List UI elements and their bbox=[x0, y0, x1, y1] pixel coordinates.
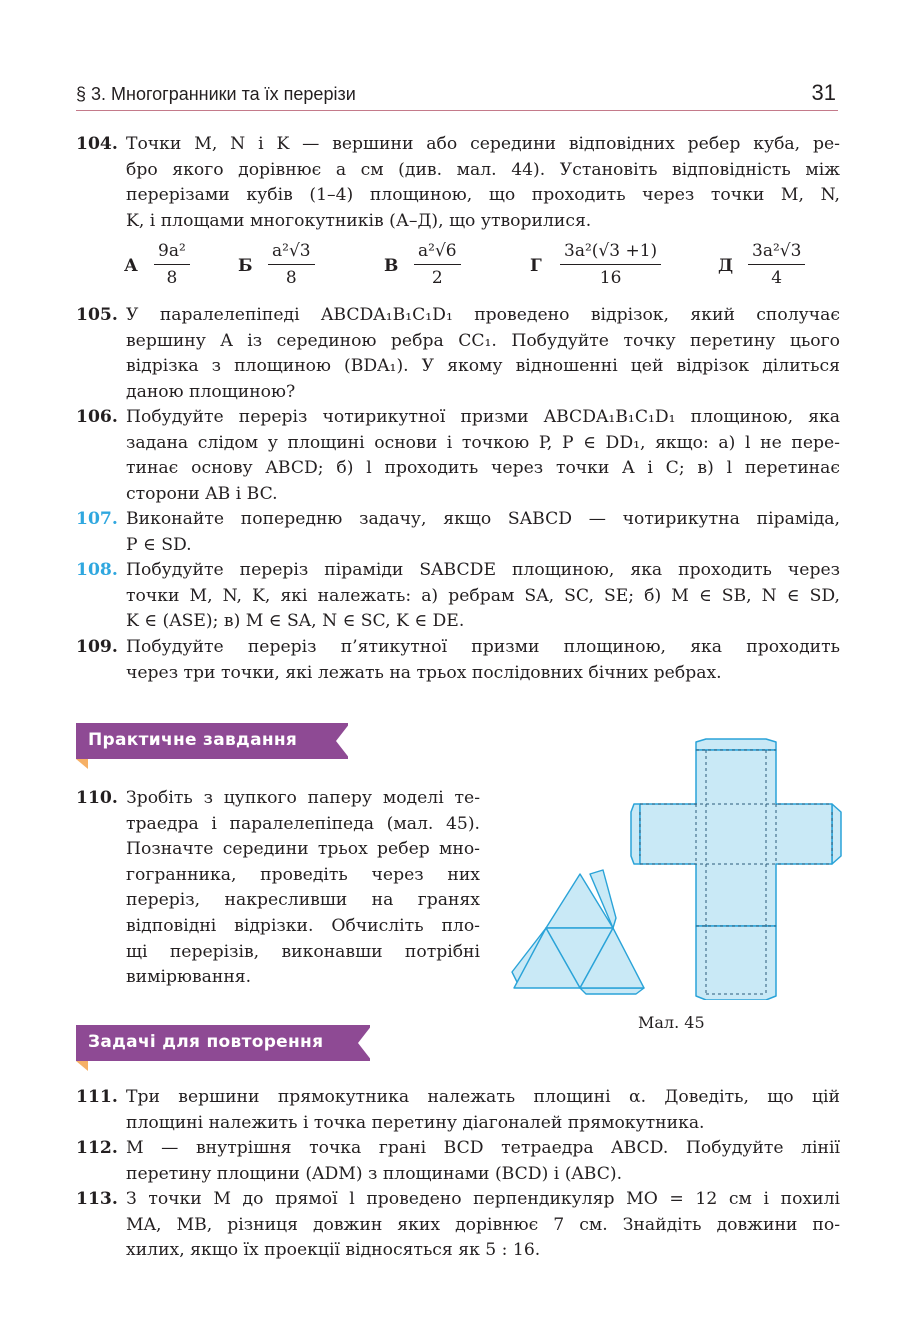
text-line: вершину A із серединою ребра CC₁. Побудуйте точку перетину цього bbox=[126, 330, 840, 351]
problem-112 bbox=[76, 1136, 840, 1187]
numerator: 3a²(√3 +1) bbox=[560, 238, 661, 265]
text-line: перетину площини (ADM) з площинами (BCD) і (ABC). bbox=[126, 1163, 623, 1184]
denominator: 4 bbox=[771, 268, 783, 288]
problem-number: 106. bbox=[76, 407, 118, 427]
text-line: Точки M, N і K — вершини або середини відповідних ребер куба, ре- bbox=[126, 134, 840, 154]
text-line: відрізка з площиною (BDA₁). У якому відношенні цей відрізок ділиться bbox=[126, 356, 840, 377]
problem-number: 112. bbox=[76, 1138, 118, 1158]
numerator: a²√6 bbox=[414, 238, 461, 265]
text-line: MA, MB, різниця довжин яких дорівнює 7 см. Знайдіть довжини по- bbox=[126, 1214, 840, 1235]
problem-111 bbox=[76, 1085, 840, 1136]
text-line: тинає основу ABCD; б) l проходить через точки A і C; в) l перетинає bbox=[126, 458, 840, 479]
denominator: 8 bbox=[166, 268, 178, 288]
problem-number: 113. bbox=[76, 1189, 118, 1209]
answer-label: Б bbox=[238, 256, 253, 276]
problem-number: 110. bbox=[76, 788, 118, 808]
numerator: 3a²√3 bbox=[748, 238, 805, 265]
page-header bbox=[76, 80, 838, 111]
text-line: Зробіть з цупкого паперу моделі те- bbox=[126, 788, 480, 808]
banner-title: Задачі для повторення bbox=[88, 1032, 324, 1052]
answer-label: Д bbox=[718, 256, 734, 276]
numerator: 9a² bbox=[154, 238, 190, 265]
text-line: відповідні відрізки. Обчисліть пло- bbox=[126, 915, 480, 936]
text-line: Побудуйте переріз піраміди SABCDE площиною, яка проходить через bbox=[126, 560, 840, 580]
fraction bbox=[268, 238, 315, 291]
text-line: У паралелепіпеді ABCDA₁B₁C₁D₁ проведено відрізок, який сполучає bbox=[126, 305, 840, 325]
fraction bbox=[560, 238, 661, 291]
answer-label: А bbox=[124, 256, 138, 276]
section-banner-review bbox=[76, 1025, 370, 1061]
problem-number: 109. bbox=[76, 637, 118, 657]
denominator: 8 bbox=[285, 268, 297, 288]
text-line: З точки M до прямої l проведено перпендикуляр MO = 12 см і похилі bbox=[126, 1189, 840, 1209]
text-line: задана слідом у площині основи і точкою P, P ∈ DD₁, якщо: а) l не пере- bbox=[126, 432, 840, 453]
fraction bbox=[414, 238, 461, 291]
problem-number: 105. bbox=[76, 305, 118, 325]
fraction bbox=[154, 238, 190, 291]
text-line: Виконайте попередню задачу, якщо SABCD — чотирикутна піраміда, bbox=[126, 509, 840, 529]
text-line: бро якого дорівнює a см (див. мал. 44). Установіть відповідність між bbox=[126, 159, 840, 180]
text-line: Позначте середини трьох ребер мно- bbox=[126, 839, 480, 860]
problem-105 bbox=[76, 303, 840, 405]
problem-106 bbox=[76, 405, 840, 507]
answer-options bbox=[124, 238, 824, 294]
denominator: 2 bbox=[431, 268, 443, 288]
text-line: щі перерізів, виконавши потрібні bbox=[126, 941, 480, 962]
problem-number: 107. bbox=[76, 509, 118, 529]
banner-title: Практичне завдання bbox=[88, 730, 298, 750]
problem-number: 104. bbox=[76, 134, 118, 154]
problem-107 bbox=[76, 507, 840, 558]
answer-label: Г bbox=[530, 256, 542, 276]
text-line: точки M, N, K, які належать: а) ребрам SA, SC, SE; б) M ∈ SB, N ∈ SD, bbox=[126, 585, 840, 606]
text-line: Три вершини прямокутника належать площині α. Доведіть, що цій bbox=[126, 1087, 840, 1107]
problem-104 bbox=[76, 132, 840, 234]
text-line: гогранника, проведіть через них bbox=[126, 864, 480, 885]
figure-caption: Мал. 45 bbox=[638, 1013, 705, 1032]
section-title: § 3. Многогранники та їх перерізи bbox=[76, 84, 356, 104]
problem-number: 108. bbox=[76, 560, 118, 580]
problem-110 bbox=[76, 786, 480, 991]
text-line: сторони AB і BC. bbox=[126, 483, 278, 504]
text-line: Побудуйте переріз чотирикутної призми ABCDA₁B₁C₁D₁ площиною, яка bbox=[126, 407, 840, 427]
text-line: хилих, якщо їх проекції відносяться як 5 : 16. bbox=[126, 1240, 541, 1261]
parallelepiped-net-figure bbox=[630, 738, 842, 1000]
problem-109 bbox=[76, 635, 840, 686]
text-line: вимірювання. bbox=[126, 967, 252, 988]
problem-108 bbox=[76, 558, 840, 635]
fraction bbox=[748, 238, 805, 291]
problem-113 bbox=[76, 1187, 840, 1264]
section-banner-practical bbox=[76, 723, 348, 759]
text-line: P ∈ SD. bbox=[126, 534, 192, 555]
text-line: K ∈ (ASE); в) M ∈ SA, N ∈ SC, K ∈ DE. bbox=[126, 611, 465, 632]
text-line: даною площиною? bbox=[126, 381, 296, 402]
numerator: a²√3 bbox=[268, 238, 315, 265]
page-number: 31 bbox=[811, 80, 836, 105]
denominator: 16 bbox=[599, 268, 622, 288]
text-line: Побудуйте переріз п’ятикутної призми площиною, яка проходить bbox=[126, 637, 840, 657]
text-line: M — внутрішня точка грані BCD тетраедра ABCD. Побудуйте лінії bbox=[126, 1138, 840, 1158]
answer-label: В bbox=[384, 256, 399, 276]
text-line: траедра і паралелепіпеда (мал. 45). bbox=[126, 813, 480, 834]
tetrahedron-net-figure bbox=[508, 868, 648, 996]
text-line: переріз, накресливши на гранях bbox=[126, 890, 480, 911]
problem-number: 111. bbox=[76, 1087, 118, 1107]
text-line: площині належить і точка перетину діагоналей прямокутника. bbox=[126, 1112, 705, 1133]
text-line: перерізами кубів (1–4) площиною, що проходить через точки M, N, bbox=[126, 185, 840, 206]
text-line: K, і площами многокутників (А–Д), що утворилися. bbox=[126, 210, 592, 231]
text-line: через три точки, які лежать на трьох послідовних бічних ребрах. bbox=[126, 662, 722, 683]
